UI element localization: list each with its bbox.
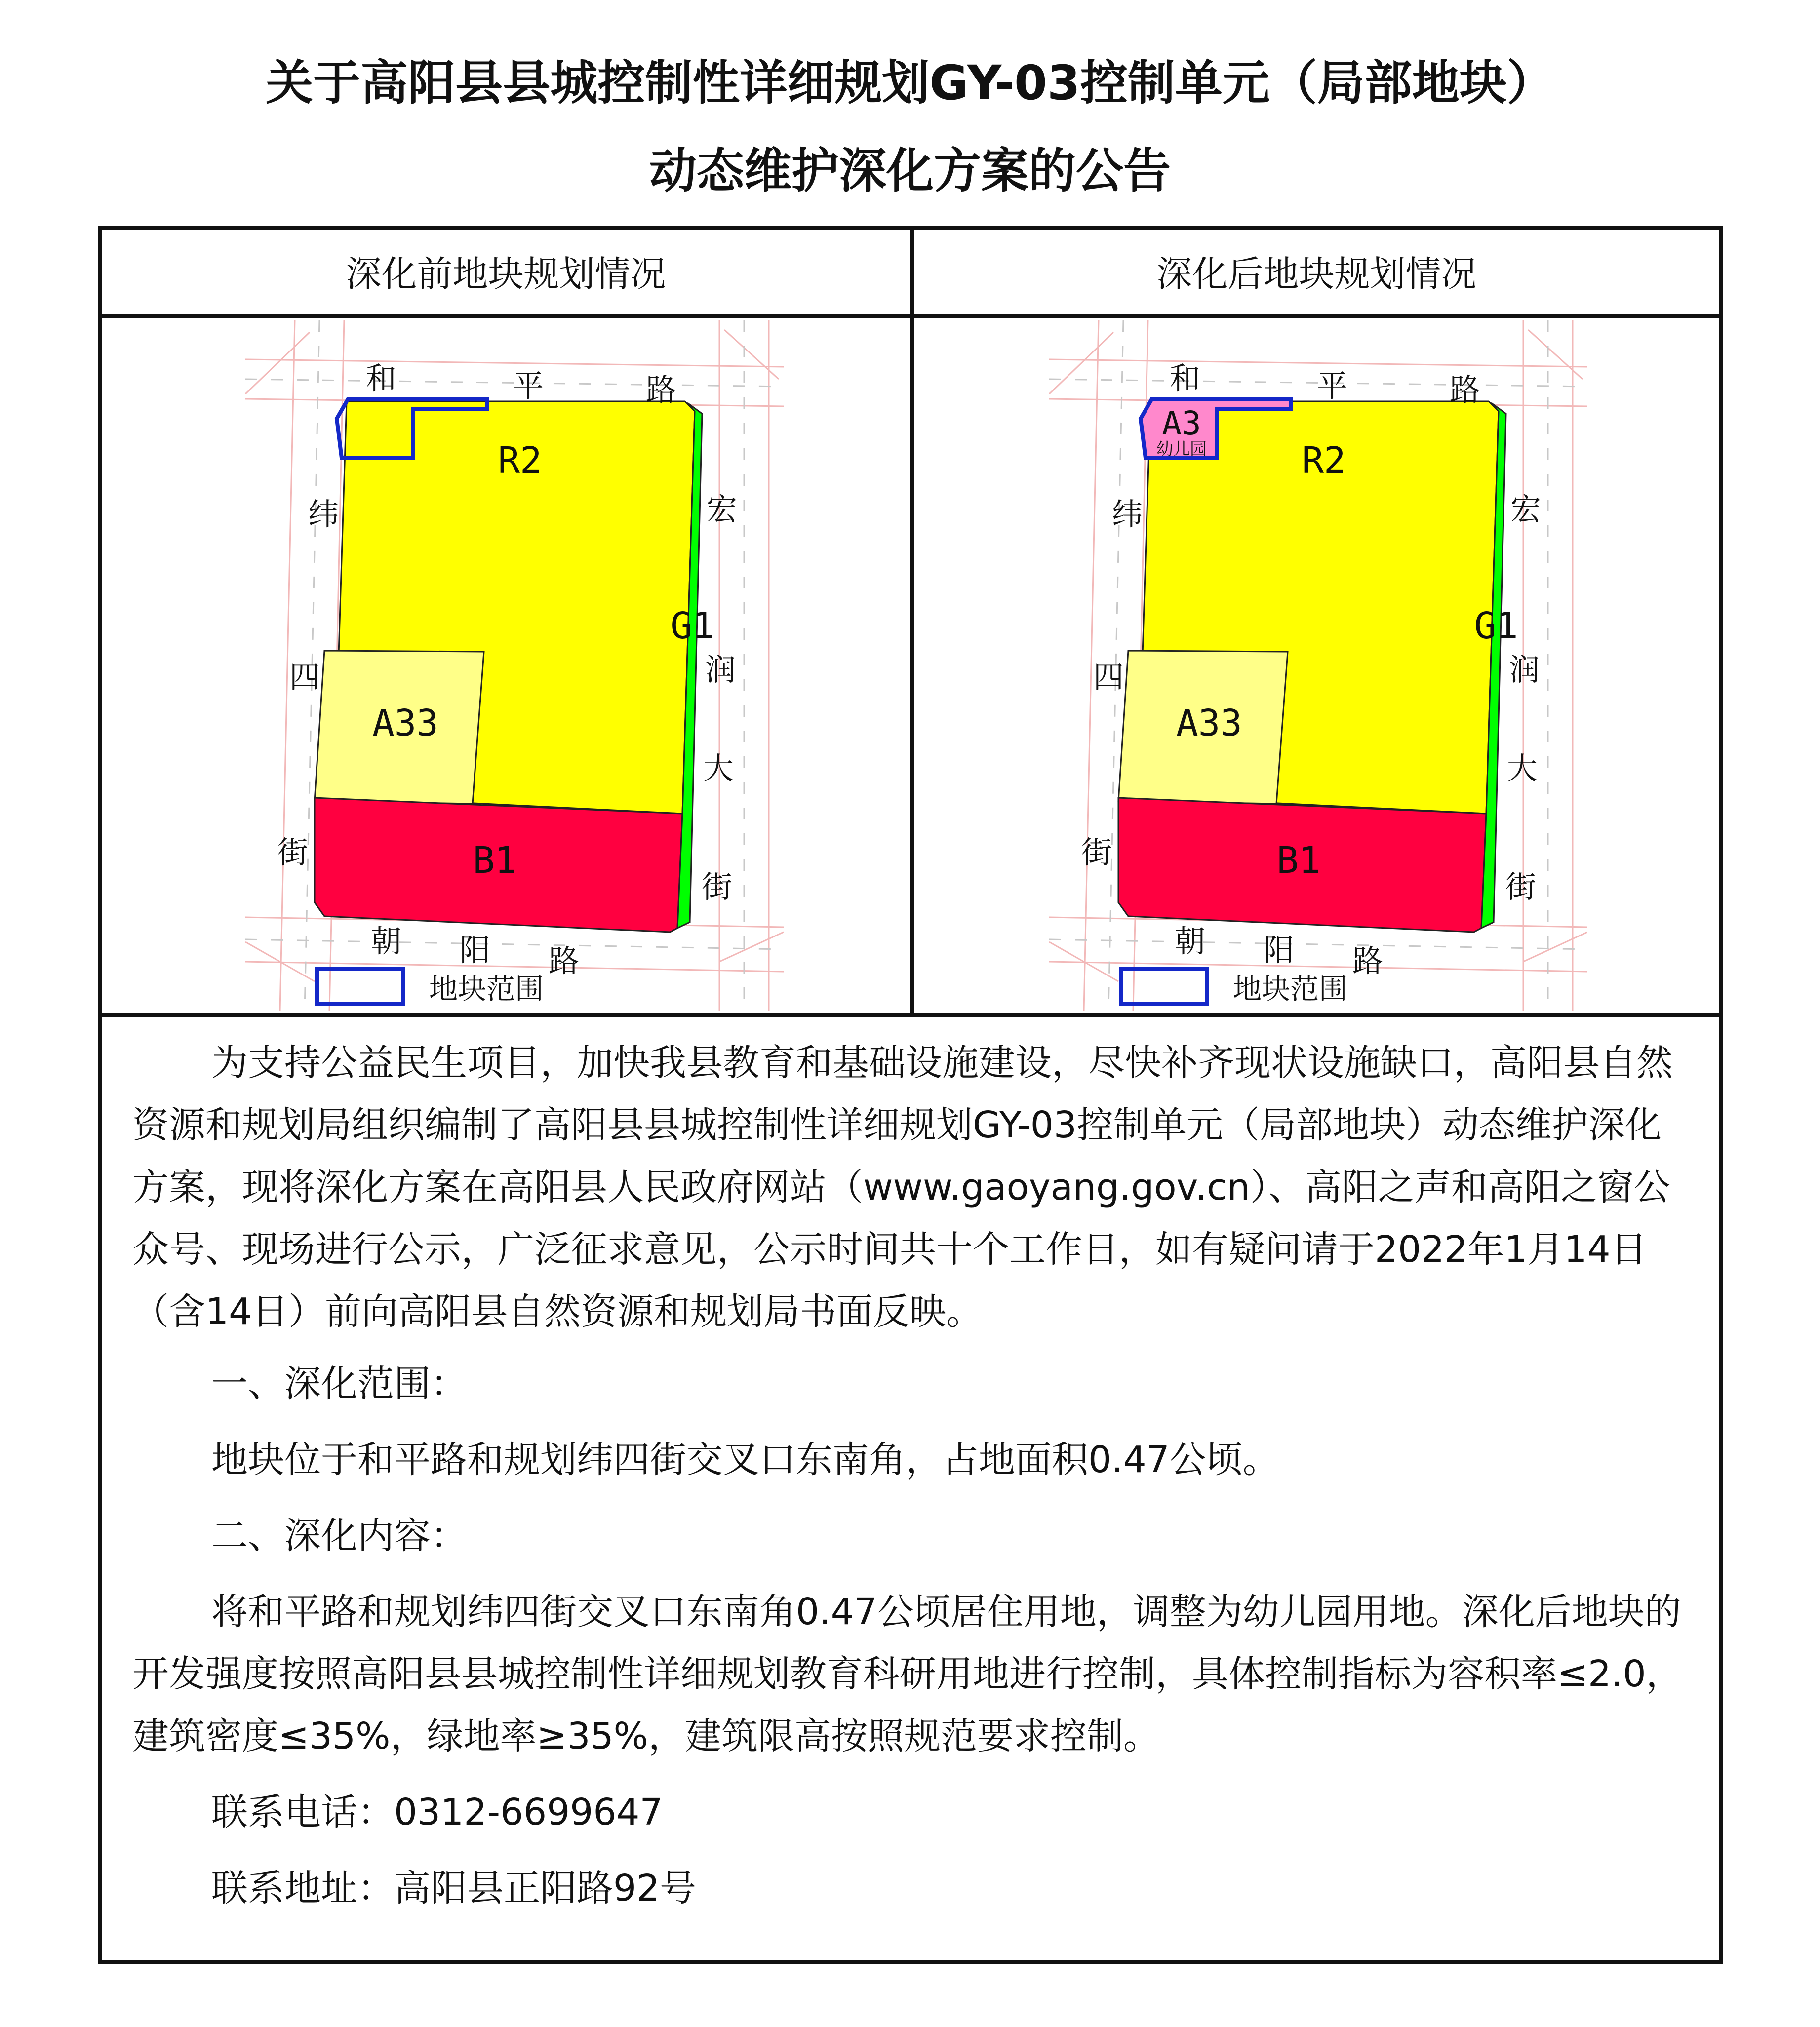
road-label-left-3: 街 — [277, 834, 309, 870]
road-label-bottom-2: 阳 — [459, 932, 491, 968]
road-label-left-2: 四 — [289, 659, 320, 695]
section-heading-content: 二、深化内容： — [211, 1515, 467, 1557]
road-label-right-4: 街 — [1505, 869, 1537, 905]
map-after — [1049, 320, 1587, 1011]
body-paragraph-1: 为支持公益民生项目，加快我县教育和基础设施建设，尽快补齐现状设施缺口，高阳县自然资源和规划局组织编制了高阳县县城控制性详细规划GY-03控制单元（局部地块）动态维护深化方案，现将深化方案在高阳县人民政府网站（www.gaoyang.gov.cn）、高阳之声和高阳之窗公众号、现场进行公示，广泛征求意见，公示时间共十个工作日，如有疑问请于2022年1月14日（含14日）前向高阳县自然资源和规划局书面反映。 — [132, 1042, 1673, 1333]
column-divider — [910, 226, 914, 1015]
contact-address: 联系地址：高阳县正阳路92号 — [211, 1867, 697, 1910]
legend-label: 地块范围 — [429, 972, 544, 1006]
parcel-label-b1: B1 — [1276, 839, 1321, 882]
parcel-label-g1: G1 — [670, 605, 714, 647]
notice-title-line1: 关于高阳县县城控制性详细规划GY-03控制单元（局部地块） — [266, 55, 1554, 111]
parcel-label-r2: R2 — [498, 439, 542, 482]
notice-title-line2: 动态维护深化方案的公告 — [649, 143, 1171, 198]
notice-body — [132, 1032, 1698, 1919]
legend-label: 地块范围 — [1233, 972, 1348, 1006]
road-label-right-1: 宏 — [706, 491, 738, 527]
road-label-right-3: 大 — [703, 750, 734, 786]
road-label-top-3: 路 — [645, 372, 677, 408]
parcel-label-g1: G1 — [1474, 605, 1518, 647]
road-label-bottom-3: 路 — [548, 943, 580, 979]
road-label-left-3: 街 — [1081, 834, 1112, 870]
parcel-label-r2: R2 — [1302, 439, 1346, 482]
road-label-right-4: 街 — [701, 869, 733, 905]
road-label-bottom-1: 朝 — [1174, 923, 1206, 959]
road-label-top-1: 和 — [365, 360, 397, 396]
road-label-top-2: 平 — [513, 368, 544, 404]
road-label-bottom-3: 路 — [1352, 943, 1384, 979]
road-label-top-1: 和 — [1169, 360, 1201, 396]
parcel-label-a33: A33 — [372, 702, 438, 744]
road-label-bottom-2: 阳 — [1263, 932, 1295, 968]
road-label-left-1: 纬 — [1111, 496, 1143, 532]
contact-phone: 联系电话：0312-6699647 — [211, 1791, 663, 1833]
column-header-before: 深化前地块规划情况 — [346, 253, 666, 295]
road-label-left-2: 四 — [1093, 659, 1124, 695]
body-paragraph-scope: 地块位于和平路和规划纬四街交叉口东南角，占地面积0.47公顷。 — [211, 1439, 1279, 1481]
road-label-top-2: 平 — [1316, 368, 1348, 404]
road-label-bottom-1: 朝 — [370, 923, 402, 959]
road-label-right-3: 大 — [1506, 750, 1538, 786]
parcel-label-a33: A33 — [1176, 702, 1242, 744]
column-header-after: 深化后地块规划情况 — [1156, 253, 1477, 295]
parcel-label-a3-note: 幼儿园 — [1156, 439, 1207, 459]
section-heading-scope: 一、深化范围： — [211, 1363, 467, 1405]
road-label-left-1: 纬 — [308, 496, 339, 532]
road-label-right-1: 宏 — [1510, 491, 1542, 527]
parcel-label-a3: A3 — [1162, 404, 1201, 442]
road-label-top-3: 路 — [1449, 372, 1481, 408]
body-paragraph-content: 将和平路和规划纬四街交叉口东南角0.47公顷居住用地，调整为幼儿园用地。深化后地块的开发强度按照高阳县县城控制性详细规划教育科研用地进行控制，具体控制指标为容积率≤2.0，建筑密度≤35%，绿地率≥35%，建筑限高按照规范要求控制。 — [132, 1591, 1683, 1757]
map-before — [245, 320, 784, 1011]
road-label-right-2: 润 — [1508, 652, 1540, 688]
parcel-label-b1: B1 — [473, 839, 517, 882]
road-label-right-2: 润 — [705, 652, 736, 688]
